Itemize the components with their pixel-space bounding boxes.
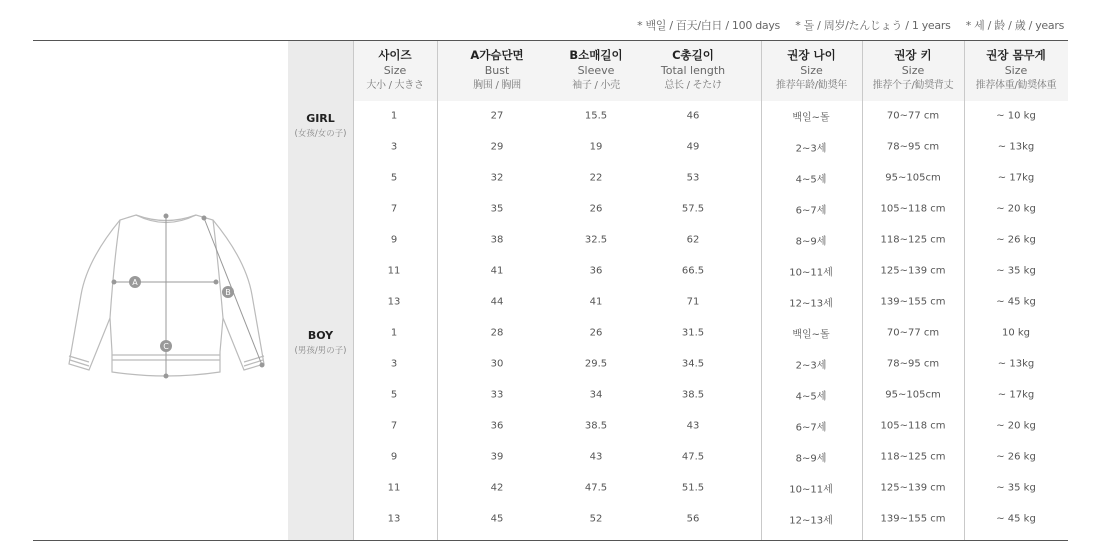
cell-height: 118~125 cm [880, 234, 946, 246]
cell-total-length: 56 [686, 513, 700, 525]
header-size [353, 48, 437, 93]
group-boy-sub: (男孩/男の子) [294, 346, 347, 356]
legend-years: * 세 / 龄 / 歲 / years [965, 19, 1064, 32]
header-bust [456, 48, 538, 93]
cell-bust: 33 [490, 389, 504, 401]
cell-total-length: 51.5 [681, 482, 705, 494]
cell-bust: 30 [490, 358, 504, 370]
cell-height: 95~105cm [885, 389, 941, 401]
cell-size: 13 [387, 296, 401, 308]
cell-weight: ~ 20 kg [996, 203, 1036, 215]
cell-sleeve: 52 [589, 513, 603, 525]
cell-total-length: 53 [686, 172, 700, 184]
cell-bust: 41 [490, 265, 504, 277]
header-sleeve-en: Sleeve [577, 64, 615, 77]
cell-weight: ~ 17kg [997, 389, 1035, 401]
cell-sleeve: 26 [589, 327, 603, 339]
header-weight [964, 48, 1068, 93]
header-bust-en: Bust [484, 64, 510, 77]
cell-weight: ~ 26 kg [996, 234, 1036, 246]
cell-height: 105~118 cm [880, 420, 946, 432]
cell-bust: 28 [490, 327, 504, 339]
cell-size: 5 [390, 389, 398, 401]
cell-sleeve: 26 [589, 203, 603, 215]
cell-size: 3 [390, 141, 398, 153]
cell-bust: 38 [490, 234, 504, 246]
cell-sleeve: 41 [589, 296, 603, 308]
cell-age: 6~7세 [795, 422, 827, 434]
header-size-ko: 사이즈 [378, 48, 412, 62]
cell-height: 125~139 cm [880, 482, 946, 494]
header-bust-ko: A가슴단면 [470, 48, 524, 62]
cell-age: 8~9세 [795, 236, 827, 248]
cell-total-length: 71 [686, 296, 700, 308]
header-age-ko: 권장 나이 [787, 48, 836, 62]
header-height-en: Size [901, 64, 925, 77]
cell-age: 백일~돌 [792, 329, 830, 341]
cell-size: 1 [390, 327, 398, 339]
cell-size: 1 [390, 110, 398, 122]
cell-size: 7 [390, 203, 398, 215]
header-size-en: Size [383, 64, 407, 77]
cell-sleeve: 47.5 [584, 482, 608, 494]
legend-1year: * 돌 / 周岁/たんじょう / 1 years [795, 19, 951, 32]
cell-weight: ~ 26 kg [996, 451, 1036, 463]
cell-weight: 10 kg [1001, 327, 1031, 339]
cell-height: 78~95 cm [886, 141, 940, 153]
header-age [761, 48, 862, 93]
svg-text:A: A [132, 278, 138, 287]
column-separator [437, 41, 438, 540]
cell-sleeve: 15.5 [584, 110, 608, 122]
cell-weight: ~ 10 kg [996, 110, 1036, 122]
cell-total-length: 49 [686, 141, 700, 153]
cell-size: 7 [390, 420, 398, 432]
cell-weight: ~ 13kg [997, 358, 1035, 370]
legend-100days: * 백일 / 百天/白日 / 100 days [637, 19, 780, 32]
cell-age: 4~5세 [795, 174, 827, 186]
cell-height: 70~77 cm [886, 110, 940, 122]
header-weight-en: Size [1004, 64, 1028, 77]
header-age-en: Size [800, 64, 823, 77]
cell-total-length: 38.5 [681, 389, 705, 401]
cell-age: 4~5세 [795, 391, 827, 403]
header-total-length-ko: C총길이 [672, 48, 714, 62]
header-total-length-en: Total length [660, 64, 726, 77]
cell-weight: ~ 35 kg [996, 482, 1036, 494]
cell-height: 95~105cm [885, 172, 941, 184]
cell-bust: 44 [490, 296, 504, 308]
sweatshirt-diagram [60, 200, 275, 390]
cell-height: 78~95 cm [886, 358, 940, 370]
group-boy-name: BOY [307, 329, 334, 342]
header-sleeve-zh: 袖子 / 小売 [572, 80, 620, 91]
cell-sleeve: 22 [589, 172, 603, 184]
cell-age: 8~9세 [795, 453, 827, 465]
cell-age: 12~13세 [789, 515, 833, 527]
cell-total-length: 57.5 [681, 203, 705, 215]
header-height-ko: 권장 키 [894, 48, 932, 62]
cell-sleeve: 29.5 [584, 358, 608, 370]
cell-age: 6~7세 [795, 205, 827, 217]
cell-weight: ~ 13kg [997, 141, 1035, 153]
cell-size: 9 [390, 451, 398, 463]
cell-bust: 27 [490, 110, 504, 122]
cell-age: 12~13세 [789, 298, 833, 310]
svg-text:B: B [225, 288, 231, 297]
marker-a [129, 276, 141, 288]
cell-bust: 45 [490, 513, 504, 525]
cell-bust: 42 [490, 482, 504, 494]
cell-bust: 32 [490, 172, 504, 184]
cell-weight: ~ 17kg [997, 172, 1035, 184]
cell-total-length: 43 [686, 420, 700, 432]
header-size-zh: 大小 / 大きさ [366, 80, 424, 91]
cell-size: 13 [387, 513, 401, 525]
cell-height: 139~155 cm [880, 513, 946, 525]
cell-total-length: 47.5 [681, 451, 705, 463]
cell-size: 11 [387, 482, 401, 494]
cell-sleeve: 19 [589, 141, 603, 153]
cell-age: 10~11세 [789, 484, 833, 496]
cell-size: 3 [390, 358, 398, 370]
group-girl-name: GIRL [306, 112, 335, 125]
svg-text:C: C [163, 342, 169, 351]
cell-bust: 36 [490, 420, 504, 432]
cell-weight: ~ 35 kg [996, 265, 1036, 277]
cell-height: 118~125 cm [880, 451, 946, 463]
header-bust-zh: 胸围 / 胸囲 [473, 80, 521, 91]
cell-total-length: 34.5 [681, 358, 705, 370]
marker-c [160, 340, 172, 352]
header-weight-zh: 推荐体重/勧奨体重 [975, 80, 1057, 91]
cell-height: 105~118 cm [880, 203, 946, 215]
cell-weight: ~ 45 kg [996, 513, 1036, 525]
cell-total-length: 62 [686, 234, 700, 246]
cell-age: 2~3세 [795, 360, 827, 372]
cell-size: 11 [387, 265, 401, 277]
cell-size: 9 [390, 234, 398, 246]
cell-total-length: 31.5 [681, 327, 705, 339]
cell-total-length: 66.5 [681, 265, 705, 277]
header-age-zh: 推荐年龄/勧奨年 [776, 80, 847, 91]
group-boy [288, 329, 353, 356]
cell-height: 125~139 cm [880, 265, 946, 277]
measure-lines [112, 214, 264, 378]
group-girl [288, 112, 353, 139]
cell-size: 5 [390, 172, 398, 184]
header-total-length [648, 48, 738, 93]
group-girl-sub: (女孩/女の子) [294, 129, 347, 139]
cell-age: 2~3세 [795, 143, 827, 155]
cell-weight: ~ 20 kg [996, 420, 1036, 432]
header-total-length-zh: 总长 / そたけ [664, 80, 722, 91]
legend [625, 17, 1064, 33]
cell-sleeve: 34 [589, 389, 603, 401]
cell-height: 70~77 cm [886, 327, 940, 339]
cell-height: 139~155 cm [880, 296, 946, 308]
header-weight-ko: 권장 몸무게 [986, 48, 1046, 62]
marker-b [222, 286, 234, 298]
cell-bust: 35 [490, 203, 504, 215]
cell-total-length: 46 [686, 110, 700, 122]
header-height-zh: 推荐个子/勧奨背丈 [872, 80, 954, 91]
table-bottom-rule [33, 540, 1068, 541]
header-height [862, 48, 964, 93]
cell-bust: 39 [490, 451, 504, 463]
cell-sleeve: 32.5 [584, 234, 608, 246]
cell-sleeve: 43 [589, 451, 603, 463]
cell-bust: 29 [490, 141, 504, 153]
header-sleeve [555, 48, 637, 93]
cell-sleeve: 38.5 [584, 420, 608, 432]
cell-age: 10~11세 [789, 267, 833, 279]
cell-age: 백일~돌 [792, 112, 830, 124]
cell-sleeve: 36 [589, 265, 603, 277]
header-sleeve-ko: B소매길이 [569, 48, 623, 62]
cell-weight: ~ 45 kg [996, 296, 1036, 308]
